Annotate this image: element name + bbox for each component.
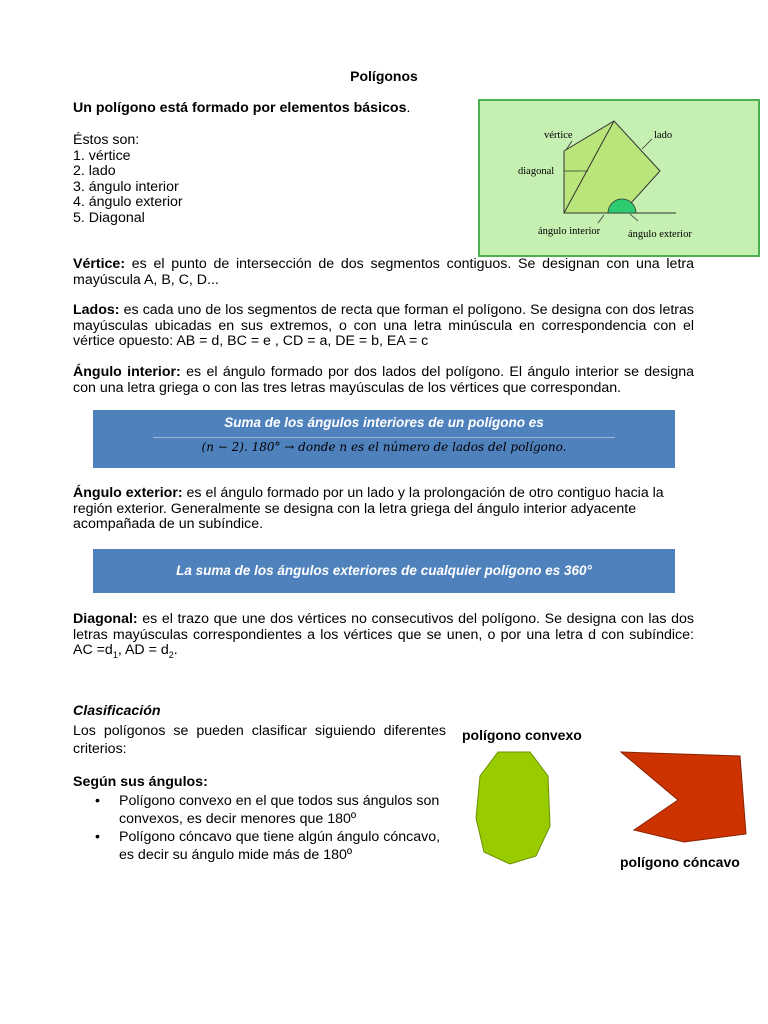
intro-heading-text: Un polígono está formado por elementos básicos: [73, 100, 407, 116]
concave-polygon-figure: [616, 748, 766, 848]
list-item: [73, 792, 449, 828]
diagram-label-lado: lado: [654, 130, 673, 141]
elements-list: [73, 133, 373, 226]
angulo-exterior-definition: [73, 486, 673, 533]
vertice-definition: [73, 257, 694, 288]
bullet-dot: •: [95, 793, 100, 809]
interior-sum-title: Suma de los ángulos interiores de un polígono es: [224, 415, 544, 430]
bullet-text: Polígono cóncavo que tiene algún ángulo cóncavo, es decir su ángulo mide más de 180º: [119, 829, 441, 863]
list-item: 3. ángulo interior: [73, 178, 179, 195]
interior-angles-sum-box: [93, 410, 675, 468]
list-item: [73, 828, 449, 864]
list-item: 4. ángulo exterior: [73, 194, 183, 210]
diagonal-end: .: [173, 642, 178, 659]
convex-polygon-figure: [470, 748, 560, 870]
lados-definition: [73, 303, 694, 350]
diagonal-mid: , AD = d: [117, 642, 169, 659]
segun-angulos-heading: Según sus ángulos:: [73, 774, 208, 790]
bullet-dot: •: [95, 829, 100, 845]
diagonal-definition: [73, 612, 694, 664]
elements-lead: Éstos son:: [73, 132, 140, 148]
convexo-label: polígono convexo: [462, 727, 582, 743]
angulo-interior-term: Ángulo interior:: [73, 364, 181, 380]
diagram-label-diagonal: diagonal: [518, 166, 555, 177]
list-item: 1. vértice: [73, 147, 131, 164]
diagonal-term: Diagonal:: [73, 611, 138, 627]
intro-heading: [73, 101, 453, 117]
lados-term: Lados:: [73, 302, 120, 318]
diagonal-sub2: 2: [168, 650, 174, 661]
clasificacion-bullets: [73, 792, 449, 864]
angulo-interior-text: es el ángulo formado por dos lados del polígono. El ángulo interior se designa con una letra griega o con las tres letras mayúsculas de los vértices que correspondan.: [73, 364, 694, 396]
page-title: Polígonos: [350, 68, 418, 84]
angulo-exterior-text: es el ángulo formado por un lado y la prolongación de otro contiguo hacia la región exterior. Generalmente se designa con la letra griega del ángulo interior adyacente acompañada de un subíndice.: [73, 485, 664, 533]
polygon-elements-svg: [480, 101, 758, 255]
list-item: 5. Diagonal: [73, 209, 145, 226]
list-item: 2. lado: [73, 163, 116, 179]
clasificacion-heading: Clasificación: [73, 703, 161, 719]
lados-text: es cada uno de los segmentos de recta que forman el polígono. Se designa con dos letras mayúsculas ubicadas en sus extremos, o con una letra minúscula en correspondencia con el vértice opuesto: AB = d, BC = e , CD = a, DE = b, EA = c: [73, 302, 694, 350]
diagram-label-angulo-exterior: ángulo exterior: [628, 229, 692, 240]
interior-sum-rule: [153, 437, 615, 438]
diagonal-sub1: 1: [112, 650, 118, 661]
bullet-text: Polígono convexo en el que todos sus ángulos son convexos, es decir menores que 180º: [119, 793, 440, 827]
diagram-pointer-lado: [642, 139, 652, 149]
interior-sum-formula: (n − 2). 180° → donde n es el número de lados del polígono.: [201, 440, 567, 454]
diagram-pointer-exterior: [630, 214, 638, 221]
exterior-angles-sum-box: La suma de los ángulos exteriores de cualquier polígono es 360°: [93, 549, 675, 593]
intro-heading-end: .: [406, 100, 411, 116]
diagram-label-vertice: vértice: [544, 130, 573, 141]
convex-polygon: [476, 752, 550, 864]
diagram-polygon: [564, 121, 660, 213]
concave-polygon: [621, 752, 746, 842]
vertice-text: es el punto de intersección de dos segmentos contiguos. Se designan con una letra mayúscula A, B, C, D...: [73, 256, 694, 288]
vertice-term: Vértice:: [73, 256, 126, 272]
diagonal-text: es el trazo que une dos vértices no consecutivos del polígono. Se designa con las dos letras mayúsculas correspondientes a los vértices que se unen, o por una letra d con subíndice: AC =d: [73, 611, 694, 659]
concavo-label: polígono cóncavo: [620, 854, 740, 870]
angulo-interior-definition: [73, 365, 694, 396]
clasificacion-text: Los polígonos se pueden clasificar siguiendo diferentes criterios:: [73, 723, 446, 757]
diagram-label-angulo-interior: ángulo interior: [538, 226, 601, 237]
diagram-pointer-interior: [598, 215, 604, 223]
angulo-exterior-term: Ángulo exterior:: [73, 485, 183, 501]
polygon-elements-diagram: [478, 99, 760, 257]
